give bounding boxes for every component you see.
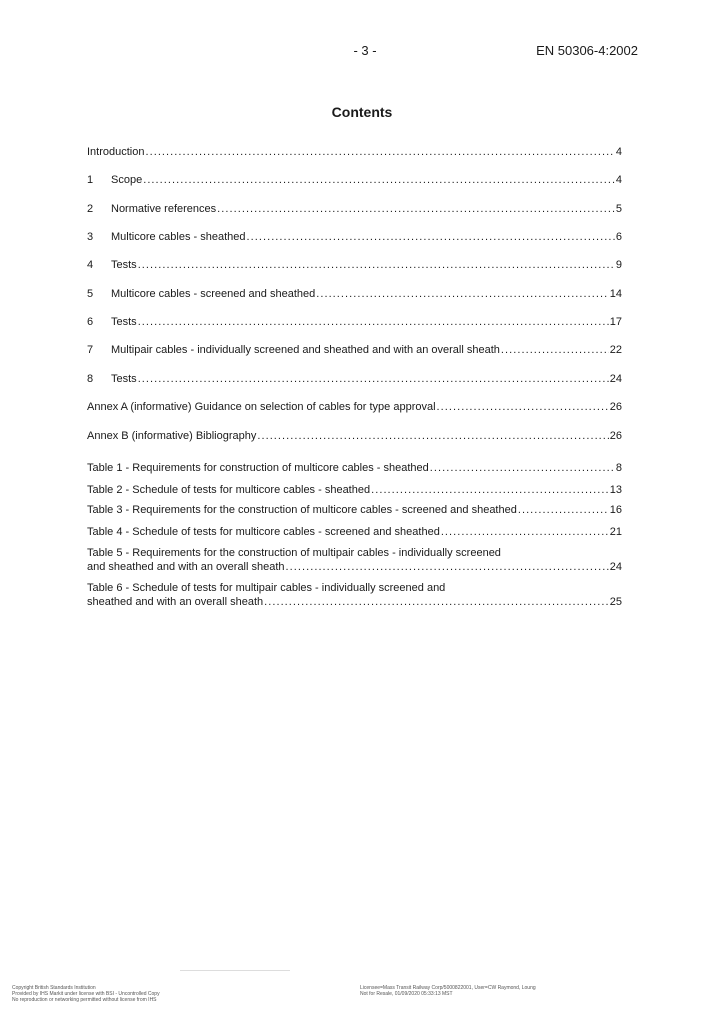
toc-entry-page: 24 — [609, 561, 622, 573]
leader-dots — [501, 343, 609, 357]
toc-entry-number: 8 — [87, 373, 94, 385]
leader-dots — [143, 173, 615, 187]
leader-dots — [247, 230, 615, 244]
toc-entry-introduction[interactable] — [87, 145, 622, 159]
toc-entry-text: Multicore cables - sheathed — [111, 231, 246, 243]
toc-entry-page: 13 — [609, 484, 622, 496]
page-number: - 3 - — [353, 43, 377, 58]
toc-entry-text: Table 3 - Requirements for the construction of multicore cables - screened and sheathed — [87, 504, 517, 516]
toc-entry-text: Introduction — [87, 146, 145, 158]
leader-dots — [138, 315, 609, 329]
toc-entry-1[interactable] — [87, 173, 622, 187]
toc-entry-text: Tests — [111, 373, 137, 385]
toc-entry-text: Annex A (informative) Guidance on selection of cables for type approval — [87, 401, 436, 413]
toc-entry-page: 16 — [609, 504, 622, 516]
document-id: EN 50306-4:2002 — [536, 43, 638, 58]
toc-entry-page: 21 — [609, 526, 622, 538]
leader-dots — [257, 429, 608, 443]
leader-dots — [217, 202, 615, 216]
toc-entry-annex-a[interactable] — [87, 400, 622, 414]
toc-entry-text: Annex B (informative) Bibliography — [87, 430, 257, 442]
toc-entry-text: Scope — [111, 174, 143, 186]
footer-divider — [180, 970, 290, 971]
toc-entry-page: 26 — [609, 401, 622, 413]
toc-entry-4[interactable] — [87, 258, 622, 272]
toc-entry-number: 1 — [87, 174, 94, 186]
footer-license-right — [360, 985, 536, 997]
footer-line: Copyright British Standards Institution — [12, 985, 96, 991]
toc-entry-page: 25 — [609, 596, 622, 608]
toc-entry-number: 4 — [87, 259, 94, 271]
toc-entry-7[interactable] — [87, 343, 622, 357]
toc-table-3[interactable] — [87, 503, 622, 517]
leader-dots — [437, 400, 609, 414]
toc-entry-text-line1: Table 6 - Schedule of tests for multipair cables - individually screened and — [87, 582, 446, 594]
toc-entry-text: Table 4 - Schedule of tests for multicore cables - screened and sheathed — [87, 526, 440, 538]
toc-entry-page: 26 — [609, 430, 622, 442]
footer-line: Provided by IHS Markit under license with BSI - Uncontrolled Copy — [12, 991, 160, 997]
toc-table-1[interactable] — [87, 461, 622, 475]
toc-entry-number: 6 — [87, 316, 94, 328]
leader-dots — [518, 503, 609, 517]
toc-table-2[interactable] — [87, 483, 622, 497]
toc-entry-page: 17 — [609, 316, 622, 328]
footer-line: Licensee=Mass Transit Railway Corp/5000822001, User=CW Raymond, Loung — [360, 985, 536, 991]
leader-dots — [430, 461, 615, 475]
toc-entry-page: 8 — [615, 462, 622, 474]
toc-entry-text: Multicore cables - screened and sheathed — [111, 288, 316, 300]
toc-entry-text: Table 2 - Schedule of tests for multicore cables - sheathed — [87, 484, 371, 496]
toc-table-4[interactable] — [87, 525, 622, 539]
toc-entry-text: and sheathed and with an overall sheath — [87, 561, 285, 573]
toc-entry-text: sheathed and with an overall sheath — [87, 596, 264, 608]
leader-dots — [138, 258, 615, 272]
footer-line: No reproduction or networking permitted without license from IHS — [12, 997, 157, 1003]
toc-entry-page: 14 — [609, 288, 622, 300]
toc-table-5[interactable] — [87, 546, 622, 574]
footer-license-left — [12, 985, 160, 1003]
footer-line: Not for Resale, 01/09/2020 05:33:13 MST — [360, 991, 453, 997]
toc-entry-8[interactable] — [87, 372, 622, 386]
toc-entry-5[interactable] — [87, 287, 622, 301]
toc-entry-number: 3 — [87, 231, 94, 243]
toc-entry-annex-b[interactable] — [87, 429, 622, 443]
leader-dots — [264, 595, 609, 609]
leader-dots — [316, 287, 609, 301]
toc-entry-number: 2 — [87, 203, 94, 215]
toc-entry-number: 7 — [87, 344, 94, 356]
leader-dots — [138, 372, 609, 386]
toc-entry-text: Normative references — [111, 203, 217, 215]
toc-entry-page: 9 — [615, 259, 622, 271]
toc-entry-page: 22 — [609, 344, 622, 356]
toc-table-6[interactable] — [87, 581, 622, 609]
contents-heading: Contents — [331, 104, 393, 120]
leader-dots — [286, 560, 609, 574]
leader-dots — [145, 145, 614, 159]
toc-entry-page: 5 — [615, 203, 622, 215]
toc-entry-2[interactable] — [87, 202, 622, 216]
toc-entry-6[interactable] — [87, 315, 622, 329]
toc-entry-text: Multipair cables - individually screened and sheathed and with an overall sheath — [111, 344, 500, 356]
toc-entry-page: 24 — [609, 373, 622, 385]
toc-entry-page: 6 — [615, 231, 622, 243]
toc-entry-number: 5 — [87, 288, 94, 300]
toc-entry-page: 4 — [615, 174, 622, 186]
leader-dots — [441, 525, 609, 539]
toc-entry-text: Table 1 - Requirements for construction of multicore cables - sheathed — [87, 462, 429, 474]
toc-entry-text-line1: Table 5 - Requirements for the construction of multipair cables - individually screened — [87, 547, 501, 559]
toc-entry-page: 4 — [615, 146, 622, 158]
toc-entry-3[interactable] — [87, 230, 622, 244]
toc-entry-text: Tests — [111, 259, 137, 271]
toc-entry-text: Tests — [111, 316, 137, 328]
leader-dots — [371, 483, 609, 497]
